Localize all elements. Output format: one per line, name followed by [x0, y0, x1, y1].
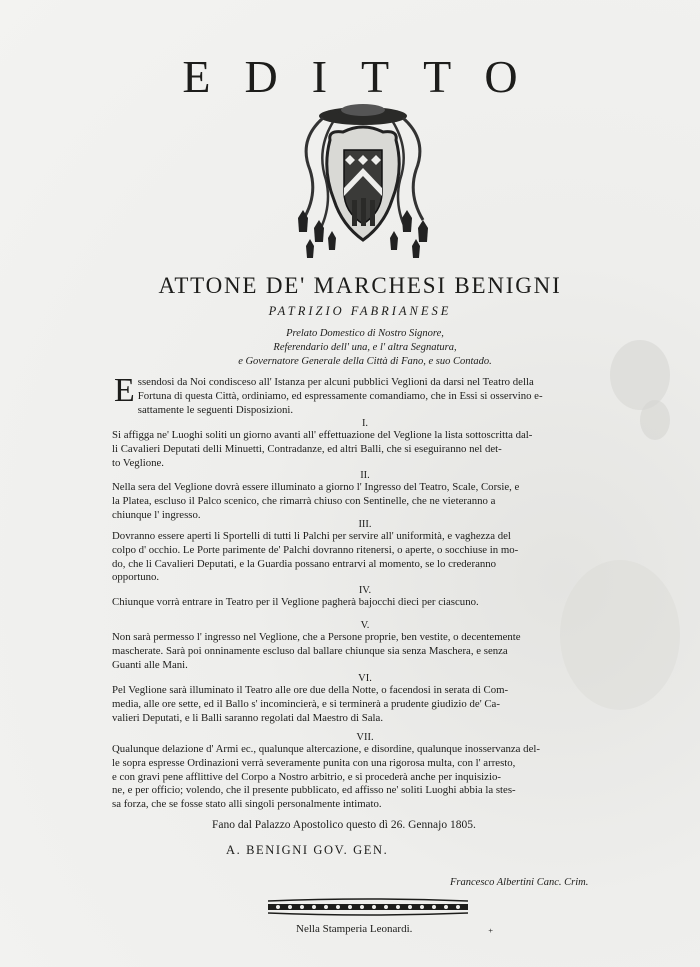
small-cross-mark: ⁺ [488, 928, 494, 939]
article-body [112, 481, 652, 522]
article-line: Qualunque delazione d' Armi ec., qualunque altercazione, e disordine, qualunque inosservanza del- [112, 743, 540, 755]
article-number: V. [360, 620, 370, 631]
article-line: Non sarà permesso l' ingresso nel Veglione, che a Persone proprie, ben vestite, o decentemente [112, 631, 521, 643]
article-number: III. [358, 519, 372, 530]
article-body [112, 743, 652, 812]
article-line: mascherate. Sarà poi onninamente escluso dal ballare chiunque sia senza Maschera, e senza [112, 644, 508, 657]
intro-line: Fortuna di questa Città, ordiniamo, ed espressamente comandiamo, che in Essi si osservino e- [137, 389, 543, 402]
coat-of-arms-icon [288, 100, 438, 265]
article-number: II. [360, 470, 370, 481]
governor-signature: A. BENIGNI GOV. GEN. [226, 843, 389, 857]
ornament-divider-icon [268, 898, 468, 916]
article-line: e con gravi pene afflittive del Corpo a Nostro arbitrio, e si procederà anche per inquisizio- [112, 770, 501, 783]
article-line: to Veglione. [112, 456, 164, 469]
article-body [112, 530, 652, 585]
article-line: le sopra espresse Ordinazioni verrà severamente punita con una rigorosa multa, con l' arresto, [112, 756, 516, 769]
article-number: VII. [356, 732, 374, 743]
article-line: valieri Deputati, e li Balli saranno regolati dal Maestro di Sala. [112, 711, 384, 724]
article-body [112, 596, 652, 610]
issuer-role-line: Prelato Domestico di Nostro Signore, [286, 328, 444, 339]
article-line: Si affigga ne' Luoghi soliti un giorno avanti all' effettuazione del Veglione la lista sottoscritta dal- [112, 429, 533, 441]
article-line: li Cavalieri Deputati delli Minuetti, Contradanze, ed altri Balli, che si eseguiranno nel det- [112, 442, 502, 455]
article-number: IV. [358, 585, 372, 596]
drop-cap: E [114, 372, 135, 409]
intro-line: ssendosi da Noi condisceso all' Istanza per alcuni pubblici Veglioni da darsi nel Teatro della [137, 376, 534, 388]
article-line: do, che li Cavalieri Deputati, e la Guardia possano entrarvi al momento, se lo crederanno [112, 557, 497, 570]
article-body [112, 684, 652, 725]
document-title: EDITTO [182, 51, 552, 102]
article-line: sa forza, che se fosse stato alli singoli personalmente intimato. [112, 798, 382, 811]
article-line: ne, e per officio; volendo, che il presente pubblicato, ed affisso ne' soliti Luoghi abbia la stes- [112, 784, 516, 797]
article-line: opportuno. [112, 571, 160, 584]
article-line: media, alle ore sette, ed il Ballo s' incomincierà, e si terminerà a prudente giudizio de' Ca- [112, 697, 500, 710]
date-line: Fano dal Palazzo Apostolico questo dì 26. Gennajo 1805. [212, 819, 476, 831]
article-body [112, 429, 652, 470]
intro-paragraph [114, 372, 654, 417]
article-line: Dovranno essere aperti li Sportelli di tutti li Palchi per servire all' uniformità, e vaghezza del [112, 530, 511, 542]
article-line: la Platea, escluso il Palco scenico, che rimarrà chiuso con Sentinelle, che ne vieteranno a [112, 494, 496, 507]
intro-line: sattamente le seguenti Disposizioni. [137, 403, 294, 416]
article-line: Nella sera del Veglione dovrà essere illuminato a giorno l' Ingresso del Teatro, Scale, Corsie, e [112, 481, 520, 493]
article-body [112, 631, 652, 672]
issuer-subtitle: PATRIZIO FABRIANESE [268, 304, 452, 318]
issuer-role-line: Referendario dell' una, e l' altra Segnatura, [273, 342, 457, 353]
article-number: I. [361, 418, 369, 429]
article-line: chiunque l' ingresso. [112, 508, 201, 521]
article-line: Chiunque vorrà entrare in Teatro per il Veglione pagherà bajocchi dieci per ciascuno. [112, 596, 479, 608]
chancellor-signature: Francesco Albertini Canc. Crim. [450, 877, 589, 888]
article-line: Guanti alle Mani. [112, 658, 188, 671]
issuer-name: ATTONE DE' MARCHESI BENIGNI [158, 273, 562, 298]
article-line: Pel Veglione sarà illuminato il Teatro alle ore due della Notte, o facendosi in serata di Com- [112, 684, 509, 696]
issuer-role-line: e Governatore Generale della Città di Fano, e suo Contado. [238, 356, 492, 367]
article-line: colpo d' occhio. Le Porte parimente de' Palchi dovranno ritenersi, o aperte, o socchiuse in mo- [112, 543, 519, 556]
printer-imprint: Nella Stamperia Leonardi. [296, 923, 413, 935]
article-number: VI. [358, 673, 372, 684]
